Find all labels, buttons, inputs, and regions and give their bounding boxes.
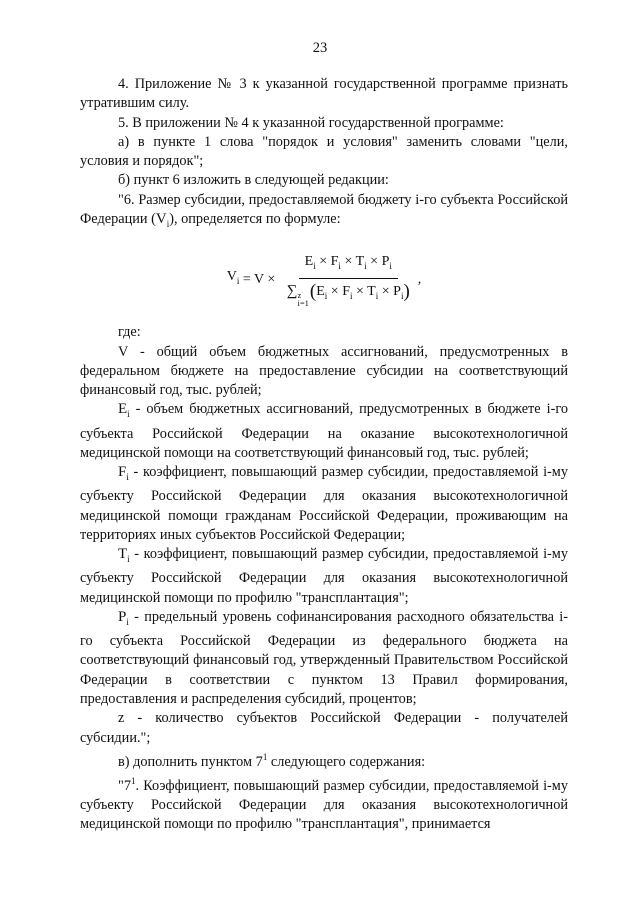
- where-label: где:: [118, 324, 141, 341]
- paragraph-subitem-v: в) дополнить пунктом $7^1$ следующего содержания:: [118, 751, 426, 770]
- paragraph-point-6: "6. Размер субсидии, предоставляемой бюджету i-го субъекта Российской Федерации $(V_i)$, определяется по формуле:: [80, 191, 568, 229]
- paragraph-item-5: 5. В приложении № 4 к указанной государственной программе:: [118, 114, 504, 131]
- page-number: 23: [312, 40, 328, 56]
- definition-f: $F_i$ - коэффициент, повышающий размер субсидии, предоставляемой i-му субъекту Российской Федерации для оказания высокотехнологичной медицинской помощи гражданам Российской Федерации, проживающим на территориях иных субъектов Российской Федерации;: [80, 464, 568, 543]
- formula-equals: = V ×: [239, 271, 279, 287]
- paragraph-item-4: 4. Приложение № 3 к указанной государственной программе признать утратившим силу.: [80, 76, 568, 112]
- sum-limits: z i=1: [297, 289, 309, 308]
- formula-denominator: ∑ z i=1 $(E_i \times F_i \times T_i \times P_i)$: [286, 280, 410, 308]
- symbol-v: V: [155, 211, 167, 228]
- definition-p: $P_i$ - предельный уровень софинансирования расходного обязательства i-го субъекта Российской Федерации из федерального бюджета на соответствующий финансовый год, утвержденный Правительством Российской Федерации в соответствии с пунктом 13 Правил формирования, предоставления и распределения субсидий, процентов;: [80, 608, 568, 708]
- formula-lhs: $V_i$: [226, 269, 240, 286]
- paragraph-subitem-b: б) пункт 6 изложить в следующей редакции:: [118, 172, 389, 189]
- definition-t: $T_i$ - коэффициент, повышающий размер субсидии, предоставляемой i-му субъекту Российской Федерации для оказания высокотехнологичной медицинской помощи по профилю "трансплантация";: [80, 546, 568, 606]
- sum-symbol: ∑: [286, 282, 298, 299]
- definition-z: z - количество субъектов Российской Федерации - получателей субсидии.";: [80, 710, 568, 746]
- subsidy-formula: [80, 247, 568, 311]
- formula-comma: ,: [417, 271, 422, 287]
- formula-fraction: [281, 252, 416, 307]
- symbol-v-index: i: [166, 218, 170, 229]
- paragraph-subitem-a: а) в пункте 1 слова "порядок и условия" заменить словами "цели, условия и порядок";: [80, 133, 568, 170]
- formula-numerator: $E_i \times F_i \times T_i \times P_i$: [299, 252, 398, 279]
- definition-e: $E_i$ - объем бюджетных ассигнований, предусмотренных в бюджете i-го субъекта Российской Федерации на оказание высокотехнологичной медицинской помощи на соответствующий финансовый год, тыс. рублей;: [80, 401, 568, 461]
- document-body: [80, 75, 568, 835]
- paragraph-point-7-1: "$7^1$. Коэффициент, повышающий размер субсидии, предоставляемой i-му субъекту Российской Федерации для оказания высокотехнологичной медицинской помощи по профилю "трансплантация", принимается: [80, 775, 568, 833]
- definition-v: V - общий объем бюджетных ассигнований, предусмотренных в федеральном бюджете на предоставление субсидии на соответствующий финансовый год, тыс. рублей;: [80, 343, 568, 399]
